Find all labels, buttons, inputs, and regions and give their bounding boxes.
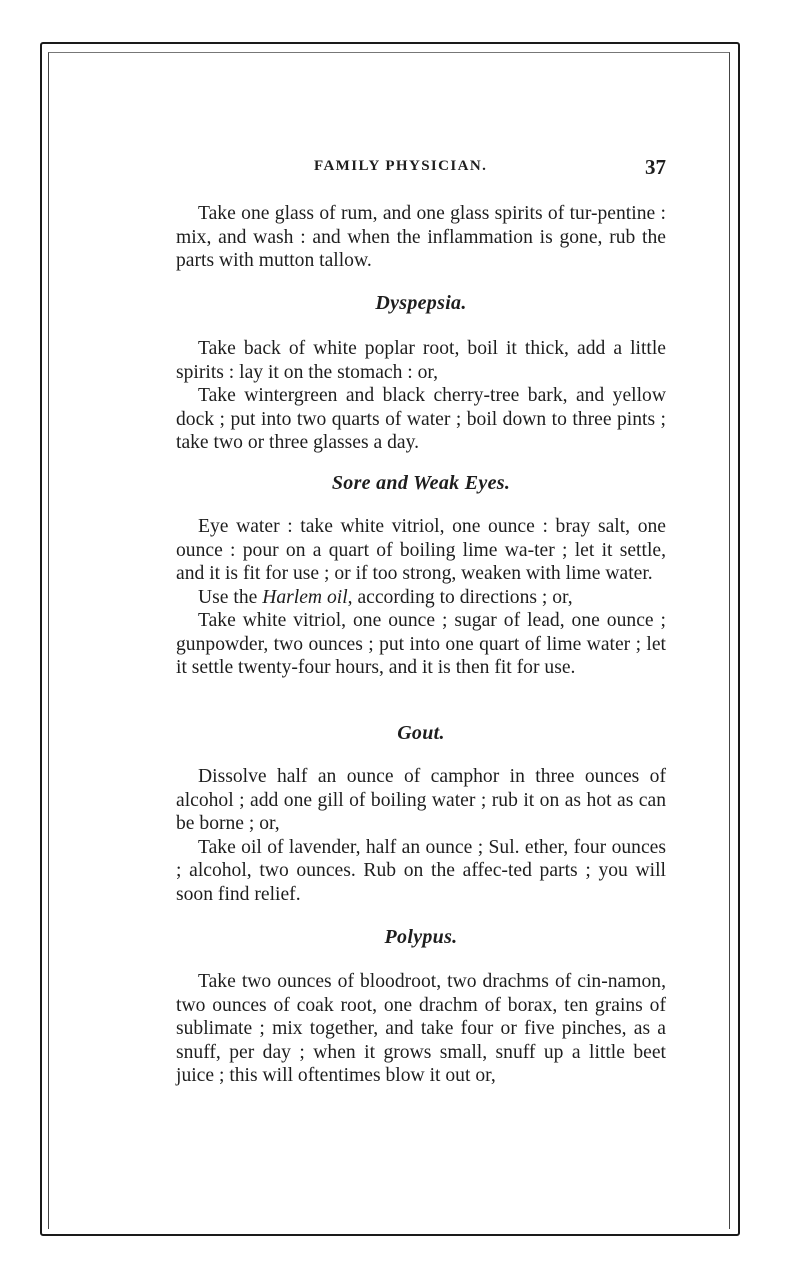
paragraph: Take wintergreen and black cherry-tree bark, and yellow dock ; put into two quarts of water ; boil down to three pints ; take two or three glasses a day. bbox=[176, 385, 666, 453]
paragraph: Take back of white poplar root, boil it thick, add a little spirits : lay it on the stomach : or, bbox=[176, 338, 666, 383]
section-polypus-body bbox=[176, 970, 666, 1088]
paragraph: Eye water : take white vitriol, one ounce : bray salt, one ounce : pour on a quart of boiling lime wa-ter ; let it settle, and it is fit for use ; or if too strong, weaken with lime water. bbox=[176, 516, 666, 584]
section-heading: Gout. bbox=[397, 722, 445, 744]
section-heading: Dyspepsia. bbox=[375, 292, 467, 314]
page-number: 37 bbox=[645, 155, 666, 179]
harlem-oil-italic: Harlem oil bbox=[262, 586, 348, 608]
section-sore-eyes bbox=[176, 472, 666, 495]
paragraph: Take white vitriol, one ounce ; sugar of lead, one ounce ; gunpowder, two ounces ; put into one quart of lime water ; let it settle twenty-four hours, and it is then fit for use. bbox=[176, 610, 666, 678]
section-polypus bbox=[176, 926, 666, 949]
paragraph: Dissolve half an ounce of camphor in three ounces of alcohol ; add one gill of boiling water ; rub it on as hot as can be borne ; or, bbox=[176, 766, 666, 834]
section-dyspepsia-body bbox=[176, 337, 666, 455]
section-sore-eyes-body bbox=[176, 515, 666, 680]
intro-block bbox=[176, 202, 666, 273]
running-head bbox=[314, 155, 666, 188]
intro-paragraph: Take one glass of rum, and one glass spirits of tur-pentine : mix, and wash : and when the inflammation is gone, rub the parts with mutton tallow. bbox=[176, 203, 666, 271]
page-content bbox=[176, 155, 666, 1086]
section-heading: Polypus. bbox=[384, 926, 458, 948]
paragraph: Take two ounces of bloodroot, two drachms of cin-namon, two ounces of coak root, one drachm of borax, ten grains of sublimate ; mix together, and take four or five pinches, as a snuff, per day ; when it grows small, snuff up a little beet juice ; this will oftentimes blow it out or, bbox=[176, 971, 666, 1086]
running-head-title: FAMILY PHYSICIAN. bbox=[314, 158, 488, 174]
harlem-prefix: Use the bbox=[198, 586, 263, 608]
section-heading: Sore and Weak Eyes. bbox=[331, 472, 511, 494]
paragraph-harlem bbox=[176, 586, 666, 610]
section-gout-body bbox=[176, 765, 666, 906]
harlem-suffix: , according to directions ; or, bbox=[347, 586, 573, 608]
section-gout bbox=[176, 722, 666, 745]
section-dyspepsia bbox=[176, 292, 666, 315]
paragraph: Take oil of lavender, half an ounce ; Sul. ether, four ounces ; alcohol, two ounces. Rub on the affec-ted parts ; you will soon find relief. bbox=[176, 836, 666, 905]
